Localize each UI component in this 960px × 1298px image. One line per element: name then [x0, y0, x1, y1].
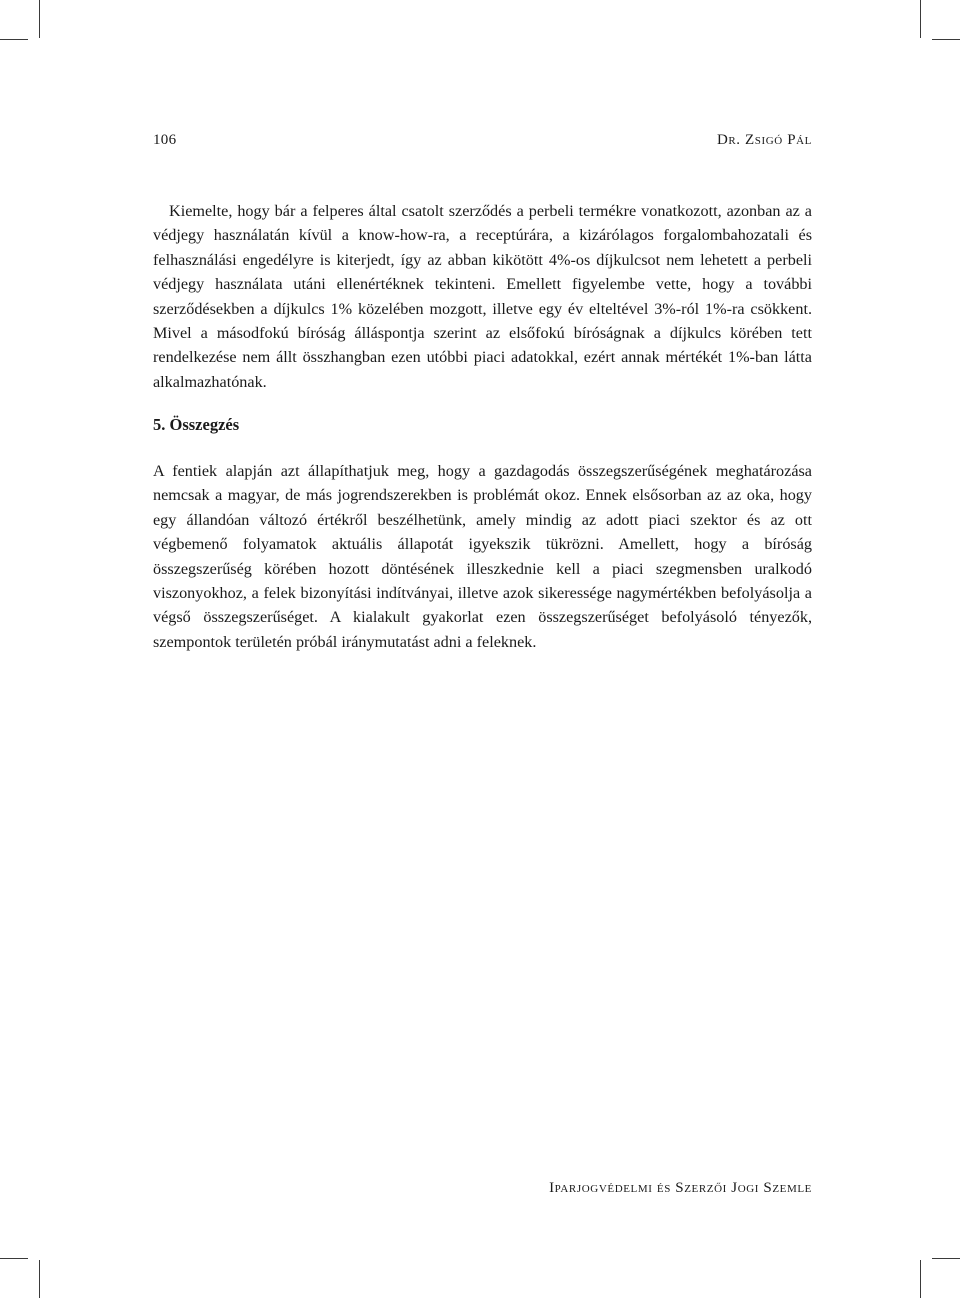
body-paragraph: Kiemelte, hogy bár a felperes által csatolt szerződés a perbeli termékre vonatkozott, azonban az a védjegy használatán kívül a know-how-ra, a receptúrára, a kizárólagos forgalombahozatali és felhasználási engedélyre is kiterjedt, így az abban kikötött 4%-os díjkulcsot nem lehetett a perbeli védjegy használata utáni ellenértéknek tekinteni. Emellett figyelembe vette, hogy a további szerződésekben a díjkulcs 1% közelében mozgott, illetve egy év elteltével 3%-ról 1%-ra csökkent. Mivel a másodfokú bíróság álláspontja szerint az elsőfokú bíróságnak a díjkulcs körében tett rendelkezése nem állt összhangban ezen utóbbi piaci adatokkal, ezért annak mértékét 1%-ban látta alkalmazhatónak. [153, 202, 812, 391]
section-heading: 5. Összegzés [153, 415, 240, 434]
crop-mark-bottom-left-vertical [39, 1260, 40, 1298]
page-number: 106 [153, 132, 177, 148]
running-head [153, 132, 812, 152]
body-paragraph: A fentiek alapján azt állapíthatjuk meg, hogy a gazdagodás összegszerűségének meghatározása nemcsak a magyar, de más jogrendszerekben is problémát okoz. Ennek elsősorban az az oka, hogy egy állandóan változó értékről beszélhetünk, amely mindig az adott piaci szektor és az ott végbemenő folyamatok aktuális állapotát igyekszik tükrözni. Amellett, hogy a bíróság összegszerűség körében hozott döntésének illeszkednie kell a piaci szegmensben uralkodó viszonyokhoz, a felek bizonyítási indítványai, illetve azok sikeressége nagymértékben befolyásolja a végső összegszerűséget. A kialakult gyakorlat ezen összegszerűséget befolyásoló tényezők, szempontok területén próbál iránymutatást adni a feleknek. [153, 462, 812, 651]
author-name: Dr. Zsigó Pál [716, 132, 812, 148]
crop-mark-bottom-right-vertical [920, 1260, 921, 1298]
journal-title-footer: Iparjogvédelmi és Szerzői Jogi Szemle [549, 1180, 812, 1196]
crop-mark-bottom-right-horizontal [932, 1258, 960, 1259]
crop-mark-bottom-left-horizontal [0, 1258, 28, 1259]
crop-mark-top-right-horizontal [932, 39, 960, 40]
crop-mark-top-left-vertical [39, 0, 40, 38]
crop-mark-top-right-vertical [920, 0, 921, 38]
crop-mark-top-left-horizontal [0, 39, 28, 40]
